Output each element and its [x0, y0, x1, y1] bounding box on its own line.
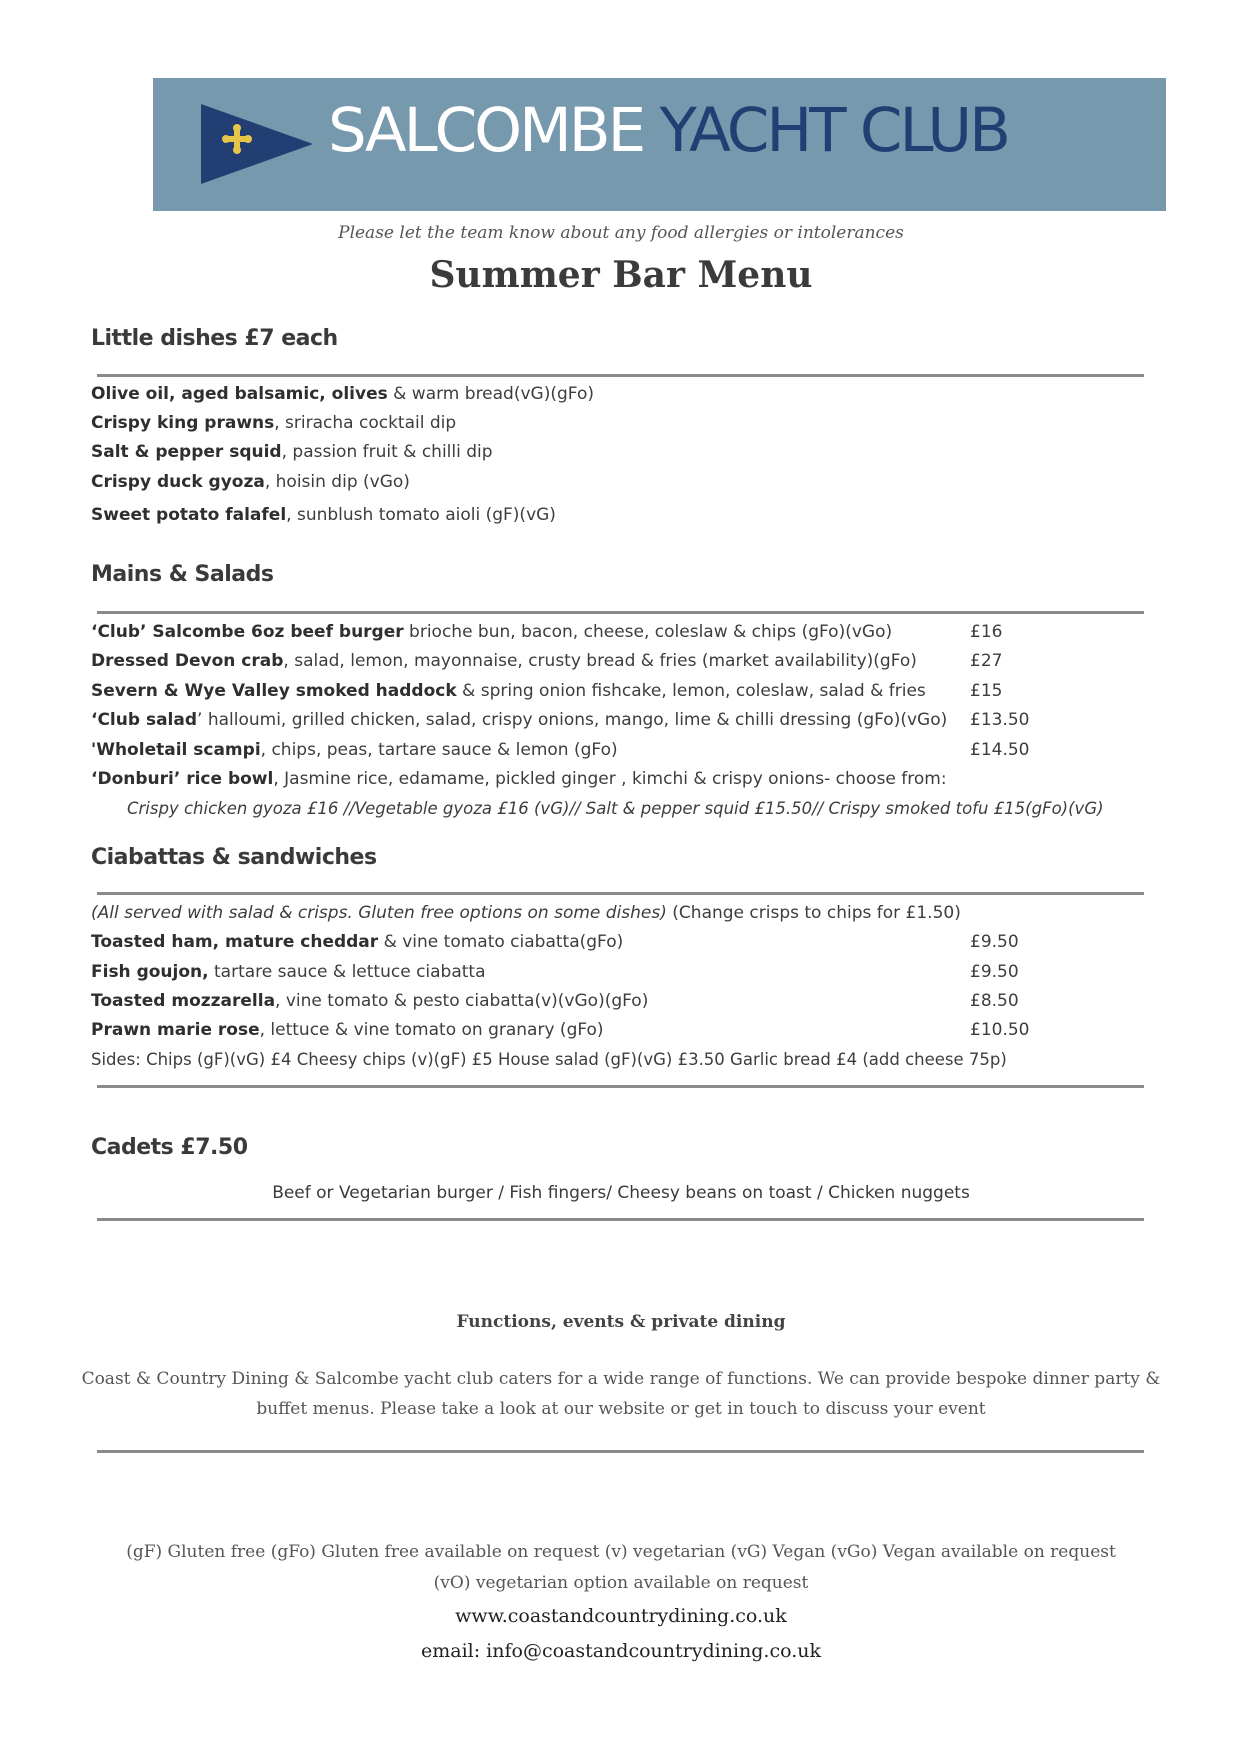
- item-name: Crispy king prawns: [91, 413, 275, 433]
- section-heading-mains: Mains & Salads: [91, 562, 274, 587]
- item-name: Toasted ham, mature cheddar: [91, 932, 379, 952]
- menu-item: [91, 710, 947, 730]
- item-price: £27: [970, 651, 1003, 671]
- email-link[interactable]: email: info@coastandcountrydining.co.uk: [420, 1640, 822, 1662]
- item-name: Toasted mozzarella: [91, 991, 276, 1011]
- item-price: £9.50: [970, 932, 1019, 952]
- item-name: Crispy duck gyoza: [91, 472, 265, 492]
- menu-item: [91, 991, 648, 1011]
- menu-item: [91, 442, 493, 462]
- item-name: Severn & Wye Valley smoked haddock: [91, 681, 457, 701]
- divider: [97, 374, 1144, 377]
- item-desc: tartare sauce & lettuce ciabatta: [208, 962, 486, 982]
- item-name: ‘Club’ Salcombe 6oz beef burger: [91, 622, 404, 642]
- item-name: Sweet potato falafel: [91, 505, 287, 525]
- item-price: £9.50: [970, 962, 1019, 982]
- item-name: Salt & pepper squid: [91, 442, 282, 462]
- divider: [97, 1450, 1144, 1453]
- item-desc: & warm bread(vG)(gFo): [387, 384, 594, 404]
- menu-item: [91, 505, 556, 525]
- item-desc: , salad, lemon, mayonnaise, crusty bread & fries (market availability)(gFo): [283, 651, 917, 671]
- item-name: Olive oil, aged balsamic, olives: [91, 384, 388, 404]
- menu-item: [91, 651, 917, 671]
- functions-heading: Functions, events & private dining: [456, 1312, 786, 1332]
- menu-item: [91, 932, 623, 952]
- cadets-items: Beef or Vegetarian burger / Fish fingers/ Cheesy beans on toast / Chicken nuggets: [272, 1183, 970, 1203]
- item-name: ‘Club salad: [91, 710, 198, 730]
- menu-item: [91, 962, 486, 982]
- item-price: £16: [970, 622, 1003, 642]
- section-heading-ciabattas: Ciabattas & sandwiches: [91, 845, 377, 870]
- dietary-key-line2: (vO) vegetarian option available on request: [433, 1573, 809, 1593]
- club-name-word2: YACHT CLUB: [659, 95, 1008, 166]
- section-heading-cadets: Cadets £7.50: [91, 1135, 248, 1160]
- note-italic: (All served with salad & crisps. Gluten free options on some dishes): [91, 903, 667, 923]
- club-name-logo: [328, 95, 1008, 166]
- item-desc: , lettuce & vine tomato on granary (gFo): [259, 1020, 604, 1040]
- item-desc: , chips, peas, tartare sauce & lemon (gFo): [260, 740, 618, 760]
- pennant-flag-icon: [201, 104, 313, 184]
- item-name: 'Wholetail scampi: [91, 740, 261, 760]
- divider: [97, 1085, 1144, 1088]
- item-name: Prawn marie rose: [91, 1020, 260, 1040]
- functions-text-line2: buffet menus. Please take a look at our website or get in touch to discuss your event: [256, 1399, 986, 1419]
- item-price: £8.50: [970, 991, 1019, 1011]
- donburi-options: Crispy chicken gyoza £16 //Vegetable gyoza £16 (vG)// Salt & pepper squid £15.50// Crispy smoked tofu £15(gFo)(vG): [127, 799, 1104, 818]
- menu-item: [91, 413, 456, 433]
- item-name: Dressed Devon crab: [91, 651, 284, 671]
- menu-item: [91, 472, 410, 492]
- item-desc: & spring onion fishcake, lemon, coleslaw, salad & fries: [456, 681, 926, 701]
- item-price: £13.50: [970, 710, 1030, 730]
- dietary-key-line1: (gF) Gluten free (gFo) Gluten free available on request (v) vegetarian (vG) Vegan (vGo) Vegan available on request: [126, 1542, 1116, 1562]
- section-heading-little-dishes: Little dishes £7 each: [91, 326, 338, 351]
- item-price: £15: [970, 681, 1003, 701]
- menu-item: [91, 1020, 604, 1040]
- item-desc: , hoisin dip (vGo): [264, 472, 410, 492]
- item-desc: & vine tomato ciabatta(gFo): [378, 932, 624, 952]
- item-desc: , vine tomato & pesto ciabatta(v)(vGo)(gFo): [275, 991, 649, 1011]
- menu-item: [91, 769, 947, 789]
- sides-line: Sides: Chips (gF)(vG) £4 Cheesy chips (v)(gF) £5 House salad (gF)(vG) £3.50 Garlic bread £4 (add cheese 75p): [91, 1050, 1007, 1069]
- divider: [97, 892, 1144, 895]
- website-link[interactable]: www.coastandcountrydining.co.uk: [455, 1605, 787, 1627]
- item-desc: , sunblush tomato aioli (gF)(vG): [286, 505, 556, 525]
- item-desc: , Jasmine rice, edamame, pickled ginger , kimchi & crispy onions- choose from:: [273, 769, 947, 789]
- item-desc: brioche bun, bacon, cheese, coleslaw & chips (gFo)(vGo): [403, 622, 893, 642]
- menu-item: [91, 681, 926, 701]
- item-name: Fish goujon,: [91, 962, 209, 982]
- item-desc: , sriracha cocktail dip: [274, 413, 457, 433]
- item-price: £10.50: [970, 1020, 1030, 1040]
- menu-item: [91, 740, 618, 760]
- menu-item: [91, 622, 892, 642]
- club-name-word1: SALCOMBE: [328, 95, 644, 166]
- ciabatta-note: [91, 903, 961, 923]
- divider: [97, 1218, 1144, 1221]
- allergy-notice: Please let the team know about any food allergies or intolerances: [338, 223, 904, 243]
- divider: [97, 611, 1144, 614]
- note-plain: (Change crisps to chips for £1.50): [666, 903, 961, 923]
- item-price: £14.50: [970, 740, 1030, 760]
- item-desc: ’ halloumi, grilled chicken, salad, crispy onions, mango, lime & chilli dressing (gFo)(vGo): [197, 710, 948, 730]
- header-banner: [153, 78, 1166, 211]
- menu-item: [91, 384, 594, 404]
- page-title: Summer Bar Menu: [429, 254, 813, 296]
- item-name: ‘Donburi’ rice bowl: [91, 769, 274, 789]
- functions-text-line1: Coast & Country Dining & Salcombe yacht club caters for a wide range of functions. We can provide bespoke dinner party &: [81, 1369, 1161, 1389]
- item-desc: , passion fruit & chilli dip: [281, 442, 493, 462]
